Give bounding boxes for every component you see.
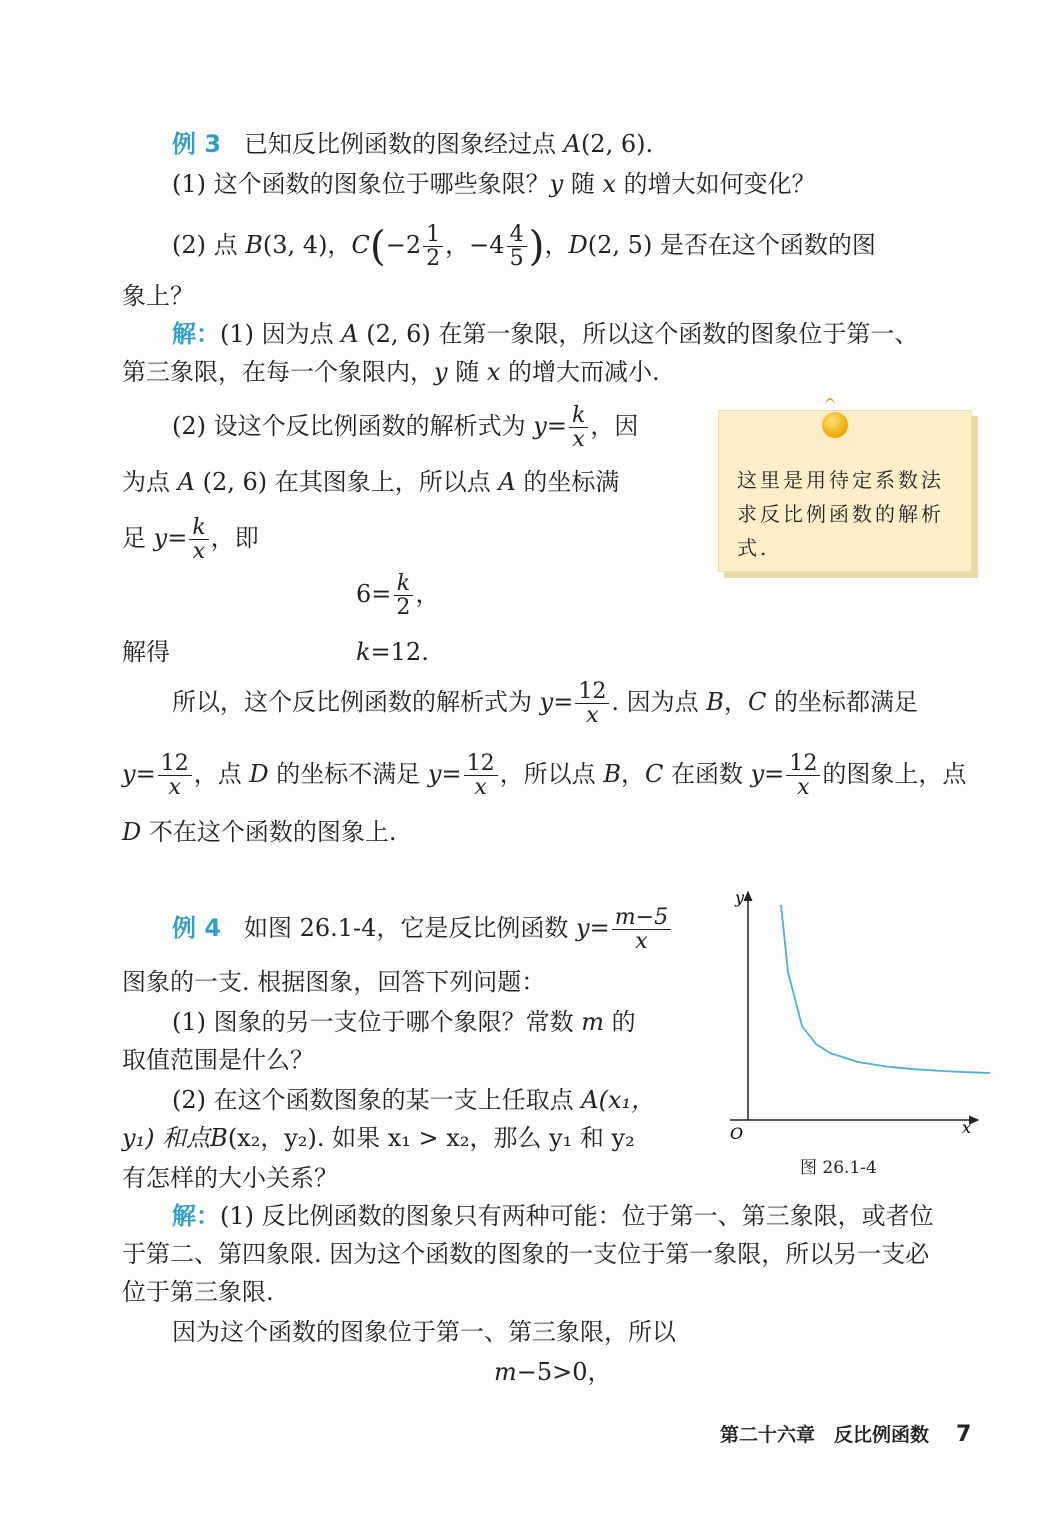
fraction (786, 752, 820, 799)
text: 如图 26.1-4，它是反比例函数 (243, 914, 577, 943)
figure-caption: 图 26.1-4 (800, 1158, 877, 1178)
solution-4-line-2: 于第二、第四象限. 因为这个函数的图象的一支位于第一象限，所以另一支必 (122, 1240, 930, 1268)
denominator: x (572, 427, 585, 453)
var: D (249, 760, 269, 789)
text: (x₂，y₂). 如果 x₁ > x₂，那么 y₁ 和 y₂ (227, 1124, 635, 1152)
text: (2, 6) 在第一象限，所以这个函数的图象位于第一、 (358, 320, 919, 348)
numerator: 12 (786, 752, 820, 776)
fraction (464, 752, 498, 799)
var: D (568, 230, 588, 259)
page-number: 7 (956, 1422, 972, 1447)
numerator: 1 (423, 223, 443, 247)
var: x (486, 358, 501, 386)
inequality-m-minus-5 (494, 1358, 612, 1387)
text: 随 (447, 358, 487, 386)
jiede-label: 解得 (122, 638, 170, 666)
numerator: k (569, 404, 588, 428)
var: C (351, 230, 370, 259)
example-3-question-1 (172, 170, 816, 199)
text: = (135, 760, 156, 789)
x-axis-label: x (962, 1118, 972, 1137)
text: ，因 (590, 412, 639, 441)
var: C (644, 760, 664, 789)
var: y (539, 688, 554, 717)
denominator: x (635, 929, 648, 955)
fraction (189, 516, 208, 563)
solution-label: 解： (172, 320, 220, 348)
var: D (122, 818, 142, 846)
text: 6= (356, 580, 392, 609)
text: 足 (122, 524, 154, 553)
text: = (553, 688, 574, 717)
text: 的坐标满 (515, 468, 620, 496)
text: y₁) 和点 (122, 1124, 211, 1152)
var: y (434, 358, 448, 386)
text: ， (415, 580, 440, 609)
numerator: m−5 (612, 906, 671, 930)
hyperbola-branch-group (781, 905, 990, 1073)
var: A (581, 1086, 599, 1114)
text: ， (544, 230, 569, 259)
example-3-statement (172, 130, 653, 159)
text: ，−4 (445, 230, 505, 259)
var: m (581, 1008, 605, 1036)
fraction (575, 680, 609, 727)
text: 已知反比例函数的图象经过点 (243, 130, 564, 158)
text: ，点 (193, 760, 250, 789)
side-note (718, 410, 972, 572)
text: = (167, 524, 188, 553)
example-4-question-2-cont-2: 有怎样的大小关系？ (122, 1164, 338, 1192)
var: B (245, 230, 263, 259)
text: = (764, 760, 785, 789)
text: 的增大如何变化？ (616, 170, 816, 198)
hyperbola-curve (781, 905, 990, 1073)
solution-4-line-3: 位于第三象限. (122, 1278, 274, 1306)
denominator: x (168, 775, 181, 801)
example-4-line-1 (172, 906, 673, 953)
fraction (423, 223, 443, 270)
solution-3-part-1 (172, 320, 918, 349)
text: 所以，这个反比例函数的解析式为 (172, 688, 540, 717)
var: y (153, 524, 168, 553)
text: 的坐标都满足 (766, 688, 918, 717)
text: 随 (563, 170, 603, 198)
numerator: k (394, 572, 413, 596)
text: (3, 4)， (262, 230, 352, 259)
var: B (706, 688, 724, 717)
text: 的 (604, 1008, 636, 1036)
denominator: 2 (396, 595, 411, 621)
denominator: 2 (426, 245, 441, 271)
example-3-question-2-cont: 象上？ (122, 282, 194, 310)
text: 的图象上，点 (822, 760, 967, 789)
text: 的坐标不满足 (268, 760, 428, 789)
var: x (602, 170, 616, 198)
var: A (498, 468, 516, 496)
text: (x₁， (598, 1086, 656, 1114)
var: A (341, 320, 359, 348)
equation-6-equals-k-over-2 (356, 572, 439, 619)
numerator: 12 (575, 680, 609, 704)
var: A (177, 468, 195, 496)
text: (1) 图象的另一支位于哪个象限？常数 (172, 1008, 582, 1036)
solution-4-line-1 (172, 1202, 934, 1231)
numerator: 12 (464, 752, 498, 776)
denominator: x (192, 539, 206, 565)
fraction (158, 752, 192, 799)
example-3-label: 例 3 (172, 130, 222, 158)
text: (1) 反比例函数的图象只有两种可能：位于第一、第三象限，或者位 (220, 1202, 934, 1230)
fraction (569, 404, 588, 451)
example-4-question-1-cont: 取值范围是什么？ (122, 1046, 314, 1074)
text: =12. (370, 638, 429, 666)
var: y (576, 914, 590, 943)
text: 的增大而减小. (500, 358, 660, 386)
var: k (356, 638, 371, 666)
denominator: x (586, 703, 599, 729)
text: (1) 因为点 (220, 320, 342, 348)
text: 在函数 (663, 760, 751, 789)
var: B (210, 1124, 228, 1152)
text: (2) 点 (172, 230, 246, 259)
text: 第三象限，在每一个象限内， (122, 358, 434, 386)
text: 不在这个函数的图象上. (141, 818, 397, 846)
equation-k-equals-12 (356, 638, 429, 667)
numerator: k (189, 516, 208, 540)
example-4-question-2-cont (122, 1124, 635, 1153)
numerator: 4 (507, 223, 527, 247)
text: = (546, 412, 567, 441)
text: (2, 6) 在其图象上，所以点 (194, 468, 499, 496)
solution-4-line-4: 因为这个函数的图象位于第一、第三象限，所以 (172, 1318, 676, 1346)
fraction (507, 223, 527, 270)
text: (2) 设这个反比例函数的解析式为 (172, 412, 534, 441)
solution-3-part-2-line-2 (122, 468, 619, 497)
text: (2, 5) 是否在这个函数的图 (587, 230, 876, 259)
fraction (612, 906, 671, 953)
text: (1) 这个函数的图象位于哪些象限？ (172, 170, 550, 198)
text: (2) 在这个函数图象的某一支上任取点 (172, 1086, 582, 1114)
var: y (549, 170, 564, 198)
pushpin-icon (822, 412, 848, 438)
text: −5>0， (516, 1358, 612, 1386)
text: = (441, 760, 462, 789)
var: y (427, 760, 442, 789)
text: 为点 (122, 468, 178, 496)
solution-3-conclusion-line-1 (172, 680, 918, 727)
denominator: x (797, 775, 810, 801)
figure-26-1-4-plot (720, 885, 990, 1145)
text: . 因为点 (611, 688, 707, 717)
solution-3-conclusion-line-3 (122, 818, 397, 847)
denominator: 5 (509, 245, 524, 271)
var: y (122, 760, 136, 789)
side-note-text: 这里是用待定系数法求反比例函数的解析式. (737, 468, 944, 560)
solution-3-part-1-cont (122, 358, 660, 387)
text: ，即 (210, 524, 259, 553)
text: −2 (385, 230, 422, 259)
var: B (603, 760, 621, 789)
var: C (747, 688, 767, 717)
example-3-question-2: (2) 点 B(3, 4)，C(−2 $\frac{1}{2}$ ，−4 $\frac{4}{5}$ )，D(2, 5) 是否在这个函数的图 (172, 221, 876, 271)
solution-3-conclusion-line-2 (122, 752, 966, 799)
var: A (563, 130, 581, 158)
text: ，所以点 (499, 760, 604, 789)
solution-label: 解： (172, 1202, 220, 1230)
numerator: 12 (158, 752, 192, 776)
chapter-footer: 第二十六章 反比例函数 (720, 1424, 930, 1446)
var: y (533, 412, 547, 441)
example-4-line-2: 图象的一支. 根据图象，回答下列问题： (122, 968, 546, 996)
solution-3-part-2-line-1 (172, 404, 638, 451)
text: (2, 6). (580, 130, 654, 158)
text: = (589, 914, 610, 943)
y-axis-label: y (735, 888, 745, 907)
example-4-question-2 (172, 1086, 655, 1115)
solution-3-part-2-line-3 (122, 516, 259, 563)
example-4-label: 例 4 (172, 914, 222, 943)
example-4-question-1 (172, 1008, 636, 1037)
text: ， (620, 760, 645, 789)
var: y (750, 760, 765, 789)
fraction (393, 572, 413, 619)
var: m (494, 1358, 517, 1386)
denominator: x (474, 775, 487, 801)
text: ， (723, 688, 748, 717)
origin-label: O (730, 1124, 744, 1143)
